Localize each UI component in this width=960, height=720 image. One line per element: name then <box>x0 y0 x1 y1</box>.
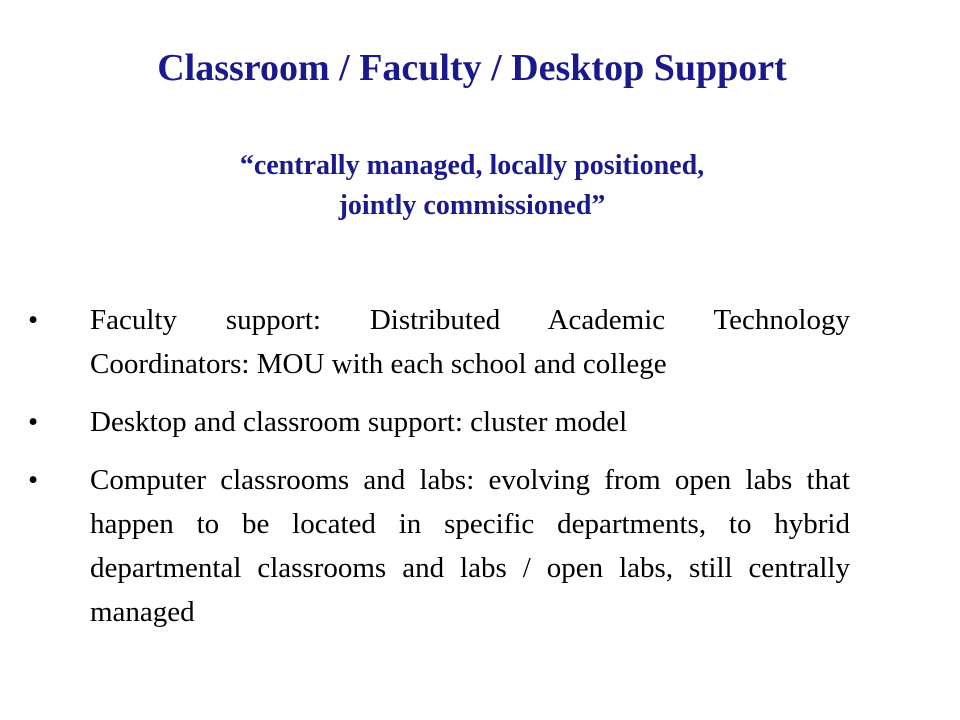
subtitle-line-2: jointly commissioned” <box>338 190 606 221</box>
bullet-icon: • <box>28 464 39 496</box>
bullet-item-desktop-support <box>0 400 850 444</box>
bullet-icon: • <box>28 406 39 438</box>
slide-subtitle <box>0 146 944 226</box>
bullet-item-faculty-support <box>0 298 850 386</box>
slide-title: Classroom / Faculty / Desktop Support <box>157 47 787 89</box>
bullet-text: Desktop and classroom support: cluster model <box>90 406 628 438</box>
bullet-item-computer-classrooms <box>0 458 850 634</box>
bullet-text: Faculty support: Distributed Academic Technology Coordinators: MOU with each school and college <box>90 304 850 380</box>
bullet-list <box>0 298 960 648</box>
subtitle-line-1: “centrally managed, locally positioned, <box>239 150 705 181</box>
bullet-text: Computer classrooms and labs: evolving from open labs that happen to be located in specific departments, to hybrid departmental classrooms and labs / open labs, still centrally managed <box>90 464 850 628</box>
bullet-icon: • <box>28 304 39 336</box>
